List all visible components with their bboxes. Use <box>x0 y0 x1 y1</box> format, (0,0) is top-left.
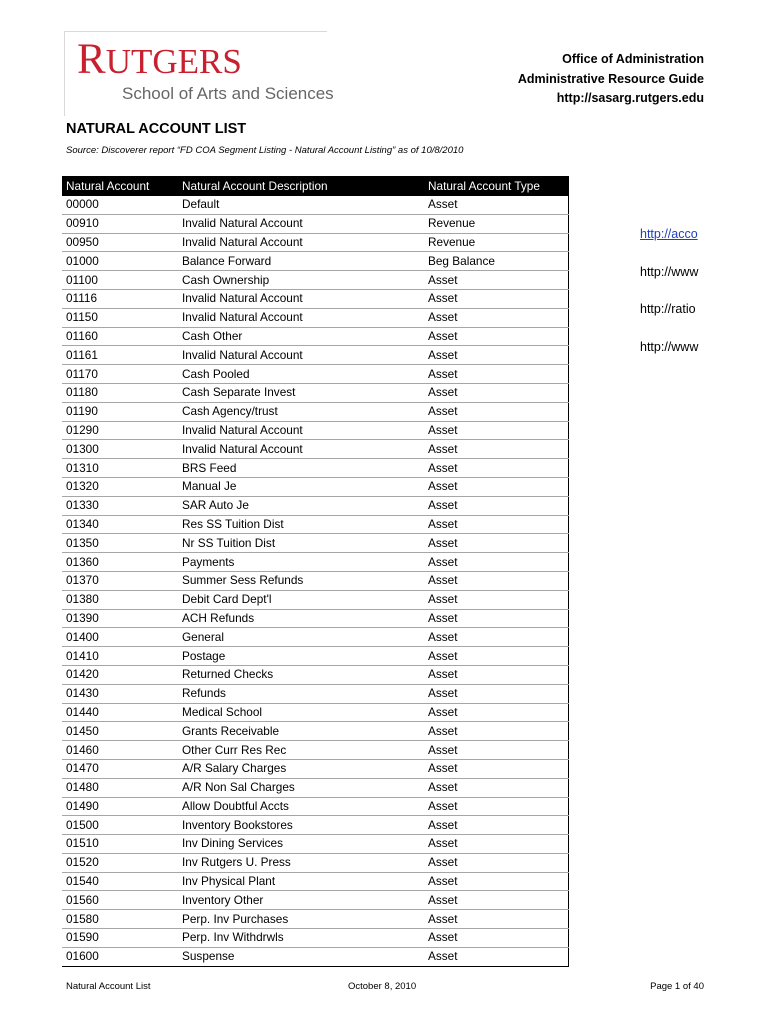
cell-description: Manual Je <box>178 477 424 496</box>
table-row <box>62 741 569 760</box>
cell-account: 01480 <box>62 778 178 797</box>
table-row <box>62 609 569 628</box>
cell-type: Asset <box>424 741 569 760</box>
side-link: http://www <box>640 339 699 354</box>
cell-description: Res SS Tuition Dist <box>178 515 424 534</box>
cell-type: Asset <box>424 759 569 778</box>
cell-description: Cash Ownership <box>178 271 424 290</box>
cell-type: Asset <box>424 835 569 854</box>
cell-description: Returned Checks <box>178 665 424 684</box>
cell-type: Asset <box>424 534 569 553</box>
cell-description: Inv Dining Services <box>178 835 424 854</box>
cell-type: Revenue <box>424 233 569 252</box>
cell-description: Inventory Other <box>178 891 424 910</box>
cell-account: 01350 <box>62 534 178 553</box>
cell-type: Asset <box>424 421 569 440</box>
side-links <box>640 216 768 366</box>
cell-type: Asset <box>424 628 569 647</box>
table-row <box>62 778 569 797</box>
table-row <box>62 440 569 459</box>
cell-description: Nr SS Tuition Dist <box>178 534 424 553</box>
cell-account: 01300 <box>62 440 178 459</box>
cell-type: Asset <box>424 947 569 966</box>
source-note: Source: Discoverer report “FD COA Segment Listing - Natural Account Listing” as of 10/8/2010 <box>66 145 464 156</box>
cell-description: Cash Agency/trust <box>178 402 424 421</box>
logo-wordmark: RUTGERS <box>77 36 242 83</box>
cell-type: Asset <box>424 609 569 628</box>
table-row <box>62 647 569 666</box>
table-row <box>62 233 569 252</box>
cell-description: Invalid Natural Account <box>178 233 424 252</box>
table-row <box>62 571 569 590</box>
side-link: http://ratio <box>640 302 696 316</box>
table-row <box>62 929 569 948</box>
cell-type: Asset <box>424 459 569 478</box>
table-row <box>62 196 569 214</box>
cell-description: Allow Doubtful Accts <box>178 797 424 816</box>
cell-description: Invalid Natural Account <box>178 289 424 308</box>
cell-description: Perp. Inv Purchases <box>178 910 424 929</box>
cell-account: 01470 <box>62 759 178 778</box>
cell-account: 01520 <box>62 853 178 872</box>
cell-account: 01490 <box>62 797 178 816</box>
cell-account: 01380 <box>62 590 178 609</box>
cell-description: Invalid Natural Account <box>178 421 424 440</box>
cell-type: Asset <box>424 816 569 835</box>
cell-type: Asset <box>424 289 569 308</box>
cell-type: Asset <box>424 515 569 534</box>
table-row <box>62 665 569 684</box>
table-row <box>62 891 569 910</box>
cell-description: Inv Physical Plant <box>178 872 424 891</box>
logo-subtitle: School of Arts and Sciences <box>122 84 334 103</box>
cell-description: Invalid Natural Account <box>178 214 424 233</box>
table-row <box>62 534 569 553</box>
cell-description: Inventory Bookstores <box>178 816 424 835</box>
cell-account: 01390 <box>62 609 178 628</box>
cell-description: A/R Non Sal Charges <box>178 778 424 797</box>
table-header-row <box>62 176 569 196</box>
cell-type: Asset <box>424 571 569 590</box>
cell-description: Other Curr Res Rec <box>178 741 424 760</box>
cell-account: 01180 <box>62 383 178 402</box>
office-info <box>518 50 704 109</box>
cell-description: Invalid Natural Account <box>178 308 424 327</box>
cell-type: Asset <box>424 346 569 365</box>
cell-account: 00910 <box>62 214 178 233</box>
cell-account: 01150 <box>62 308 178 327</box>
table-row <box>62 421 569 440</box>
cell-type: Asset <box>424 647 569 666</box>
side-link[interactable]: http://acco <box>640 227 698 241</box>
cell-type: Revenue <box>424 214 569 233</box>
cell-type: Asset <box>424 327 569 346</box>
cell-account: 01340 <box>62 515 178 534</box>
table-row <box>62 289 569 308</box>
cell-description: SAR Auto Je <box>178 496 424 515</box>
table-row <box>62 308 569 327</box>
col-header-description: Natural Account Description <box>178 176 424 196</box>
table-row <box>62 477 569 496</box>
cell-account: 01450 <box>62 722 178 741</box>
cell-account: 01510 <box>62 835 178 854</box>
office-name: Office of Administration <box>562 52 704 66</box>
cell-account: 01370 <box>62 571 178 590</box>
cell-type: Asset <box>424 271 569 290</box>
table-row <box>62 327 569 346</box>
cell-description: Debit Card Dept'l <box>178 590 424 609</box>
cell-account: 01540 <box>62 872 178 891</box>
cell-description: Grants Receivable <box>178 722 424 741</box>
col-header-type: Natural Account Type <box>424 176 569 196</box>
table-row <box>62 947 569 966</box>
cell-description: Invalid Natural Account <box>178 346 424 365</box>
cell-account: 01580 <box>62 910 178 929</box>
cell-type: Asset <box>424 402 569 421</box>
cell-type: Asset <box>424 722 569 741</box>
cell-type: Asset <box>424 929 569 948</box>
resource-guide-title: Administrative Resource Guide <box>517 71 704 86</box>
cell-description: ACH Refunds <box>178 609 424 628</box>
cell-account: 01440 <box>62 703 178 722</box>
cell-account: 01290 <box>62 421 178 440</box>
cell-account: 01310 <box>62 459 178 478</box>
table-row <box>62 759 569 778</box>
cell-account: 01430 <box>62 684 178 703</box>
cell-account: 01590 <box>62 929 178 948</box>
table-row <box>62 496 569 515</box>
cell-type: Asset <box>424 477 569 496</box>
page-title: NATURAL ACCOUNT LIST <box>66 121 247 137</box>
footer-doc-name: Natural Account List <box>66 981 151 992</box>
cell-type: Asset <box>424 590 569 609</box>
cell-description: Cash Other <box>178 327 424 346</box>
cell-description: Cash Pooled <box>178 365 424 384</box>
table-row <box>62 515 569 534</box>
cell-account: 01161 <box>62 346 178 365</box>
footer-date: October 8, 2010 <box>348 981 417 992</box>
table-row <box>62 910 569 929</box>
cell-description: Inv Rutgers U. Press <box>178 853 424 872</box>
table-row <box>62 214 569 233</box>
cell-account: 01500 <box>62 816 178 835</box>
cell-account: 01116 <box>62 289 178 308</box>
cell-account: 00000 <box>62 196 178 214</box>
cell-account: 01460 <box>62 741 178 760</box>
table-row <box>62 816 569 835</box>
cell-type: Asset <box>424 797 569 816</box>
cell-description: Cash Separate Invest <box>178 383 424 402</box>
cell-account: 01410 <box>62 647 178 666</box>
cell-type: Asset <box>424 308 569 327</box>
cell-description: A/R Salary Charges <box>178 759 424 778</box>
rutgers-logo <box>64 31 334 116</box>
cell-description: General <box>178 628 424 647</box>
cell-type: Asset <box>424 496 569 515</box>
table-row <box>62 722 569 741</box>
cell-account: 01420 <box>62 665 178 684</box>
cell-type: Asset <box>424 703 569 722</box>
cell-account: 00950 <box>62 233 178 252</box>
cell-description: Summer Sess Refunds <box>178 571 424 590</box>
cell-description: Invalid Natural Account <box>178 440 424 459</box>
cell-description: Payments <box>178 553 424 572</box>
cell-description: Balance Forward <box>178 252 424 271</box>
office-url: http://sasarg.rutgers.edu <box>556 91 704 105</box>
cell-type: Asset <box>424 383 569 402</box>
table-row <box>62 590 569 609</box>
cell-account: 01400 <box>62 628 178 647</box>
table-row <box>62 402 569 421</box>
cell-account: 01100 <box>62 271 178 290</box>
cell-description: Default <box>178 196 424 214</box>
cell-account: 01170 <box>62 365 178 384</box>
cell-type: Asset <box>424 365 569 384</box>
side-link: http://www <box>640 264 699 279</box>
table-row <box>62 684 569 703</box>
cell-account: 01600 <box>62 947 178 966</box>
cell-type: Asset <box>424 778 569 797</box>
table-row <box>62 628 569 647</box>
cell-description: Medical School <box>178 703 424 722</box>
cell-account: 01190 <box>62 402 178 421</box>
cell-account: 01160 <box>62 327 178 346</box>
cell-description: Perp. Inv Withdrwls <box>178 929 424 948</box>
cell-type: Asset <box>424 440 569 459</box>
table-row <box>62 271 569 290</box>
cell-description: Refunds <box>178 684 424 703</box>
cell-type: Asset <box>424 684 569 703</box>
table-row <box>62 797 569 816</box>
table-row <box>62 703 569 722</box>
cell-account: 01330 <box>62 496 178 515</box>
cell-account: 01360 <box>62 553 178 572</box>
col-header-account: Natural Account <box>62 176 178 196</box>
cell-account: 01560 <box>62 891 178 910</box>
table-row <box>62 835 569 854</box>
table-row <box>62 346 569 365</box>
cell-type: Beg Balance <box>424 252 569 271</box>
cell-description: Suspense <box>178 947 424 966</box>
cell-type: Asset <box>424 872 569 891</box>
natural-account-table <box>62 176 569 967</box>
cell-account: 01000 <box>62 252 178 271</box>
table-row <box>62 383 569 402</box>
cell-type: Asset <box>424 196 569 214</box>
cell-account: 01320 <box>62 477 178 496</box>
cell-type: Asset <box>424 553 569 572</box>
cell-description: BRS Feed <box>178 459 424 478</box>
cell-type: Asset <box>424 910 569 929</box>
table-row <box>62 459 569 478</box>
table-row <box>62 872 569 891</box>
table-row <box>62 252 569 271</box>
table-row <box>62 365 569 384</box>
footer-page-number: Page 1 of 40 <box>650 981 704 992</box>
cell-type: Asset <box>424 665 569 684</box>
cell-description: Postage <box>178 647 424 666</box>
table-row <box>62 553 569 572</box>
cell-type: Asset <box>424 891 569 910</box>
table-row <box>62 853 569 872</box>
cell-type: Asset <box>424 853 569 872</box>
